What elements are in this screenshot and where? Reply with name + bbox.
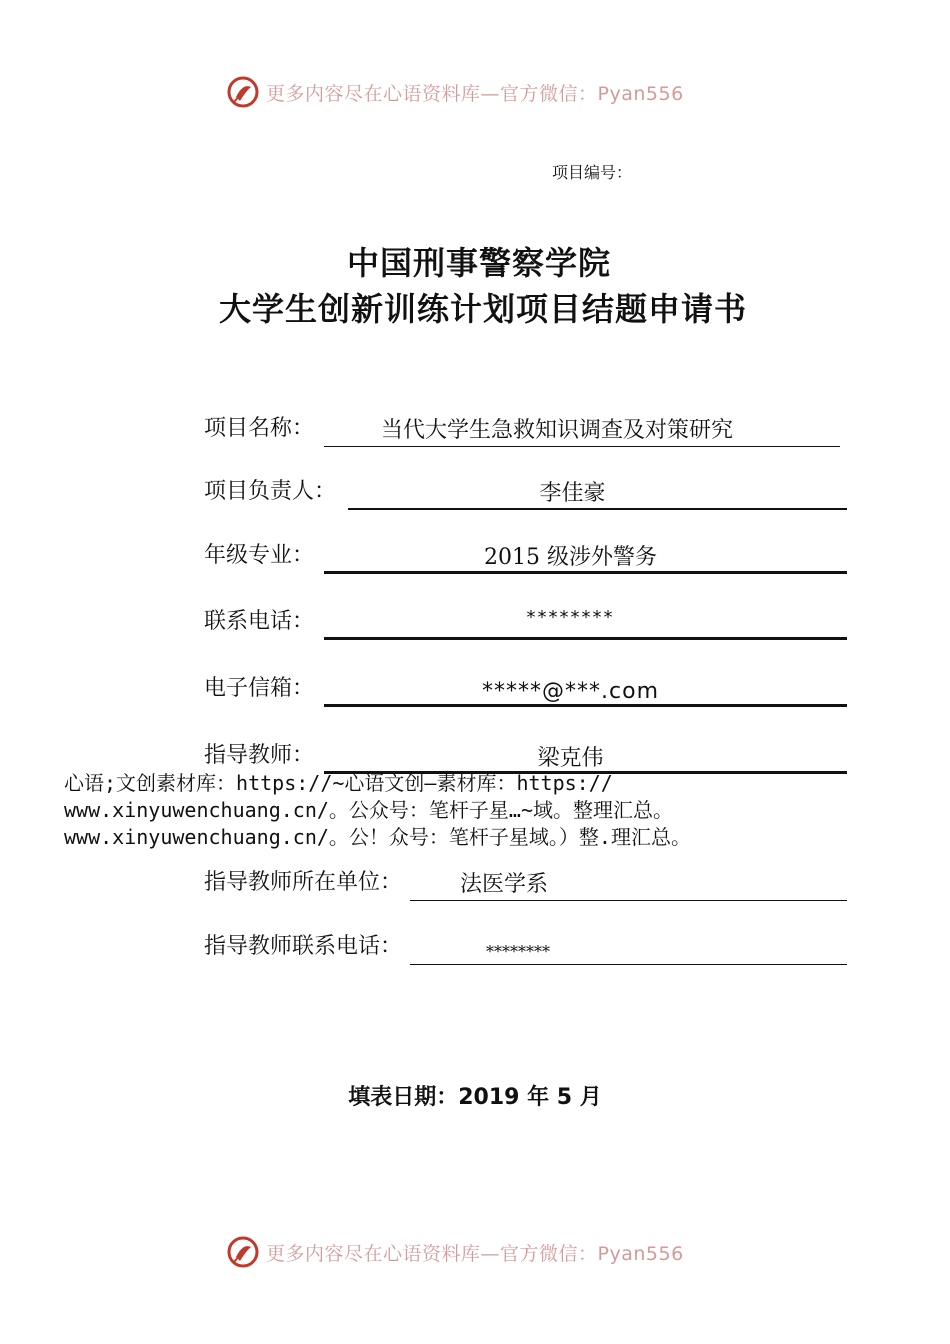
field-email — [204, 664, 847, 704]
field-value-box — [410, 864, 847, 898]
project-number-label: 项目编号： — [552, 163, 633, 182]
overlay-line: www.xinyuwenchuang.cn/。公众号：笔杆子星…~域。整理汇总。 — [64, 798, 673, 822]
watermark-banner-bottom — [226, 1232, 746, 1272]
field-label: 指导教师所在单位： — [204, 870, 403, 895]
rose-logo-icon — [226, 75, 260, 109]
underline — [324, 637, 847, 640]
overlay-watermark-text — [64, 770, 691, 851]
banner-wechat: Pyan556 — [597, 1242, 684, 1265]
title-line-1: 中国刑事警察学院 — [346, 244, 611, 282]
field-phone — [204, 597, 847, 637]
overlay-line: 心语;文创素材库：https://~心语文创—素材库：https:// — [64, 771, 613, 795]
field-project-leader — [204, 467, 847, 507]
rose-logo-icon — [226, 1235, 260, 1269]
title-line-2: 大学生创新训练计划项目结题申请书 — [218, 290, 747, 328]
field-value-box — [324, 537, 847, 571]
field-value: 当代大学生急救知识调查及对策研究 — [381, 418, 734, 443]
overlay-line: www.xinyuwenchuang.cn/。公！众号：笔杆子星域。）整.理汇总。 — [64, 825, 691, 849]
field-value: 梁克伟 — [537, 746, 604, 771]
field-label: 项目负责人： — [204, 479, 337, 504]
field-value: ******** — [486, 942, 551, 961]
field-value: 2015 级涉外警务 — [484, 545, 657, 570]
underline — [324, 571, 847, 574]
field-value-box — [324, 670, 847, 704]
banner-text: 更多内容尽在心语资料库—官方微信：Pyan556 — [266, 82, 684, 105]
field-grade-major — [204, 531, 847, 571]
field-advisor — [204, 731, 847, 771]
underline — [324, 704, 847, 707]
field-value-box — [324, 603, 847, 637]
field-value-box — [324, 737, 847, 771]
watermark-banner-top — [226, 72, 746, 112]
field-label: 项目名称： — [204, 416, 315, 441]
field-label: 年级专业： — [204, 543, 315, 568]
field-value: 法医学系 — [460, 872, 549, 897]
field-value-box — [410, 928, 847, 962]
banner-text: 更多内容尽在心语资料库—官方微信：Pyan556 — [266, 1242, 684, 1265]
field-label: 电子信箱： — [204, 676, 315, 701]
field-value-box — [348, 473, 847, 507]
fill-date: 填表日期：2019 年 5 月 — [348, 1085, 602, 1110]
field-value: ******** — [526, 607, 615, 628]
underline — [410, 964, 847, 965]
field-advisor-unit — [204, 858, 847, 898]
underline — [324, 446, 840, 447]
field-advisor-phone — [204, 922, 847, 962]
underline — [410, 900, 847, 901]
field-label: 联系电话： — [204, 609, 315, 634]
field-label: 指导教师联系电话： — [204, 934, 403, 959]
field-label: 指导教师： — [204, 743, 315, 768]
field-value-box — [324, 410, 840, 444]
field-project-name — [204, 404, 847, 444]
field-value: 李佳豪 — [539, 481, 606, 506]
field-value: *****@***.com — [482, 679, 659, 704]
underline — [348, 508, 847, 510]
banner-wechat: Pyan556 — [597, 82, 684, 105]
